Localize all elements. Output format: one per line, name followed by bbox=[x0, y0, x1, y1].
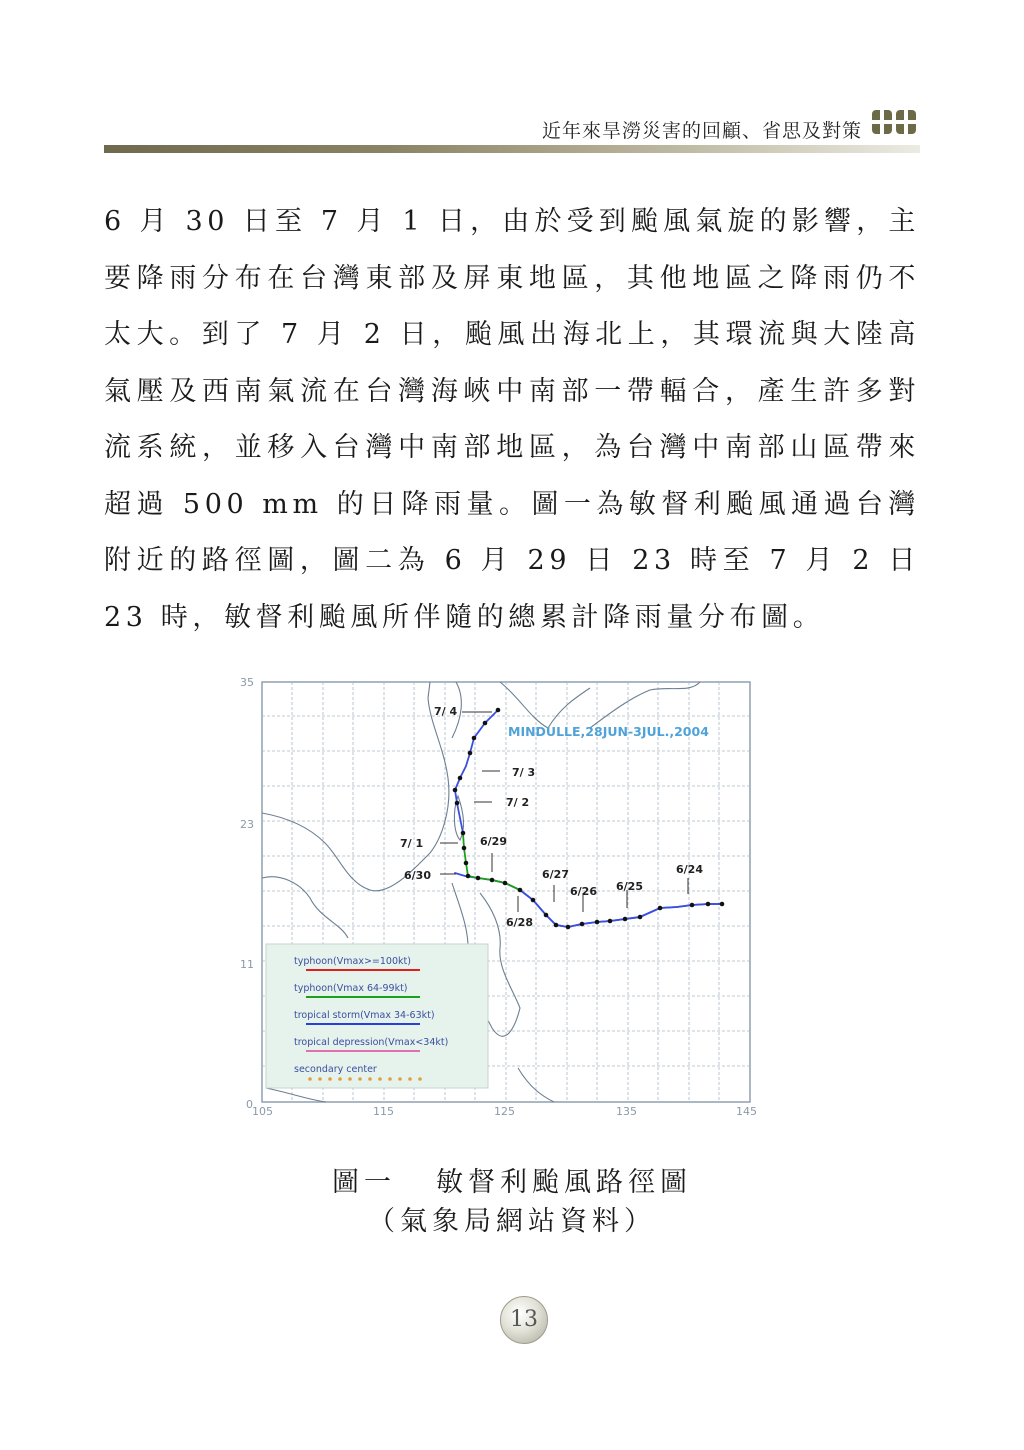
page-number-badge bbox=[500, 1296, 548, 1344]
figure-caption-label: 圖一 bbox=[332, 1167, 396, 1198]
date-label: 6/25 bbox=[616, 880, 643, 893]
x-tick-label: 135 bbox=[616, 1105, 637, 1118]
map-title: MINDULLE,28JUN-3JUL.,2004 bbox=[508, 724, 709, 739]
y-tick-label: 35 bbox=[240, 676, 254, 689]
date-label: 7/ 4 bbox=[434, 705, 458, 718]
body-paragraph: 6 月 30 日至 7 月 1 日，由於受到颱風氣旋的影響，主要降雨分布在台灣東部及屏東地區，其他地區之降雨仍不太大。到了 7 月 2 日，颱風出海北上，其環流與大陸高氣壓及西南氣流在台灣海峽中南部一帶輻合，產生許多對流系統，並移入台灣中南部地區，為台灣中南部山區帶來超過 500 mm 的日降雨量。圖一為敏督利颱風通過台灣附近的路徑圖，圖二為 6 月 29 日 23 時至 7 月 2 日 23 時，敏督利颱風所伴隨的總累計降雨量分布圖。 bbox=[104, 206, 920, 633]
header-rule bbox=[104, 145, 920, 153]
date-label: 6/24 bbox=[676, 863, 703, 876]
figure-caption-title: 敏督利颱風路徑圖 bbox=[436, 1167, 692, 1198]
page-number: 13 bbox=[510, 1307, 538, 1332]
y-tick-label: 11 bbox=[240, 958, 254, 971]
date-label: 6/30 bbox=[404, 869, 431, 882]
y-tick-label: 0 bbox=[246, 1098, 253, 1111]
date-label: 6/29 bbox=[480, 835, 507, 848]
legend-label: typhoon(Vmax 64-99kt) bbox=[294, 983, 408, 994]
date-label: 6/26 bbox=[570, 885, 597, 898]
running-header-title: 近年來旱澇災害的回顧、省思及對策 bbox=[541, 120, 862, 142]
date-label: 7/ 3 bbox=[512, 766, 536, 779]
x-tick-label: 145 bbox=[736, 1105, 757, 1118]
x-tick-label: 105 bbox=[252, 1105, 273, 1118]
typhoon-track-map bbox=[230, 668, 770, 1132]
date-label: 6/27 bbox=[542, 868, 569, 881]
running-header bbox=[104, 100, 920, 156]
legend-label: tropical storm(Vmax 34-63kt) bbox=[294, 1010, 435, 1021]
figure-caption-source: （氣象局網站資料） bbox=[368, 1206, 656, 1237]
emblem-icon bbox=[868, 108, 920, 136]
figure-caption bbox=[0, 1160, 1024, 1199]
date-label: 7/ 1 bbox=[400, 837, 424, 850]
x-tick-label: 125 bbox=[494, 1105, 515, 1118]
x-tick-label: 115 bbox=[373, 1105, 394, 1118]
date-label: 6/28 bbox=[506, 916, 533, 929]
date-label: 7/ 2 bbox=[506, 796, 530, 809]
y-tick-label: 23 bbox=[240, 818, 254, 831]
map-legend bbox=[266, 944, 488, 1088]
legend-label: secondary center bbox=[294, 1064, 377, 1075]
legend-label: tropical depression(Vmax<34kt) bbox=[294, 1037, 449, 1048]
legend-label: typhoon(Vmax>=100kt) bbox=[294, 956, 411, 967]
